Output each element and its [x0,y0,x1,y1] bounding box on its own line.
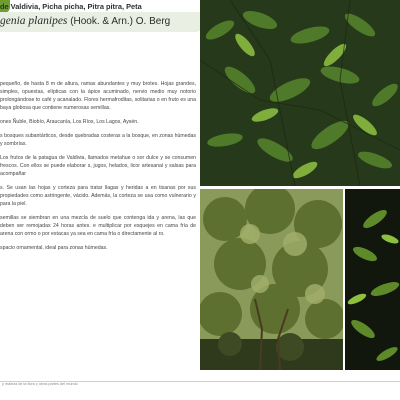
scientific-name-author: (Hook. & Arn.) O. Berg [70,16,171,27]
paragraph-distribution: ones Ñuble, Biobío, Araucanía, Los Ríos, Los Lagos, Aysén. [0,119,139,125]
paragraph-propagation: semillas se siembran en una mezcla de suelo que contenga ida y arena, las que deben ser remojadas 24 horas antes. e multiplicar por esquejes en cama fría de arena con ormo o por estacas ya sea en cama fría o directamente al ro. [0,215,196,237]
footer-text: y maleza de la flora y otras partes del mundo [2,382,78,386]
scientific-name-genus: genia planipes [0,15,68,27]
paragraph-food-use: Los frutos de la pataguа de Valdivia, llamados metahue o sor dulce y se consumen frescos. Con ellos se puede elaborar s, jugos, helados, licor artesanal y salsas para acompañar [0,155,196,177]
foliage-closeup-photo [200,0,400,186]
paragraph-habitat: s bosques subantárticos, desde quebradas costeras a la bosque, en zonas húmedas y sombrías. [0,133,196,147]
description-column [0,80,196,258]
common-names-heading: de Valdivia, Picha picha, Pitra pitra, Peta [0,2,142,11]
paragraph-ornamental-use: spacio ornamental, ideal para zonas húmedas. [0,245,108,251]
paragraph-medicinal-use: s. Se usan las hojas y corteza para tratar llagas y heridas a en tisanas por sus propiedades como astringente, vácido. Además, la corteza se usa como vulnerario y para la piel. [0,185,196,207]
tree-canopy-photo [200,189,343,370]
paragraph-description: pequeño, de hasta 8 m de altura, ramas abundantes y muy brotes. Hojas grandes, simples, opuestas, elípticas con la ápice acuminado, nervio medio muy notorio prolongándose to café y acanalado. Flores hermafroditas, solitarias o en fruto es una baya globosa que contiene numerosas semillas. [0,81,196,111]
scientific-name-heading [0,15,200,27]
leaves-dark-photo [345,189,400,370]
